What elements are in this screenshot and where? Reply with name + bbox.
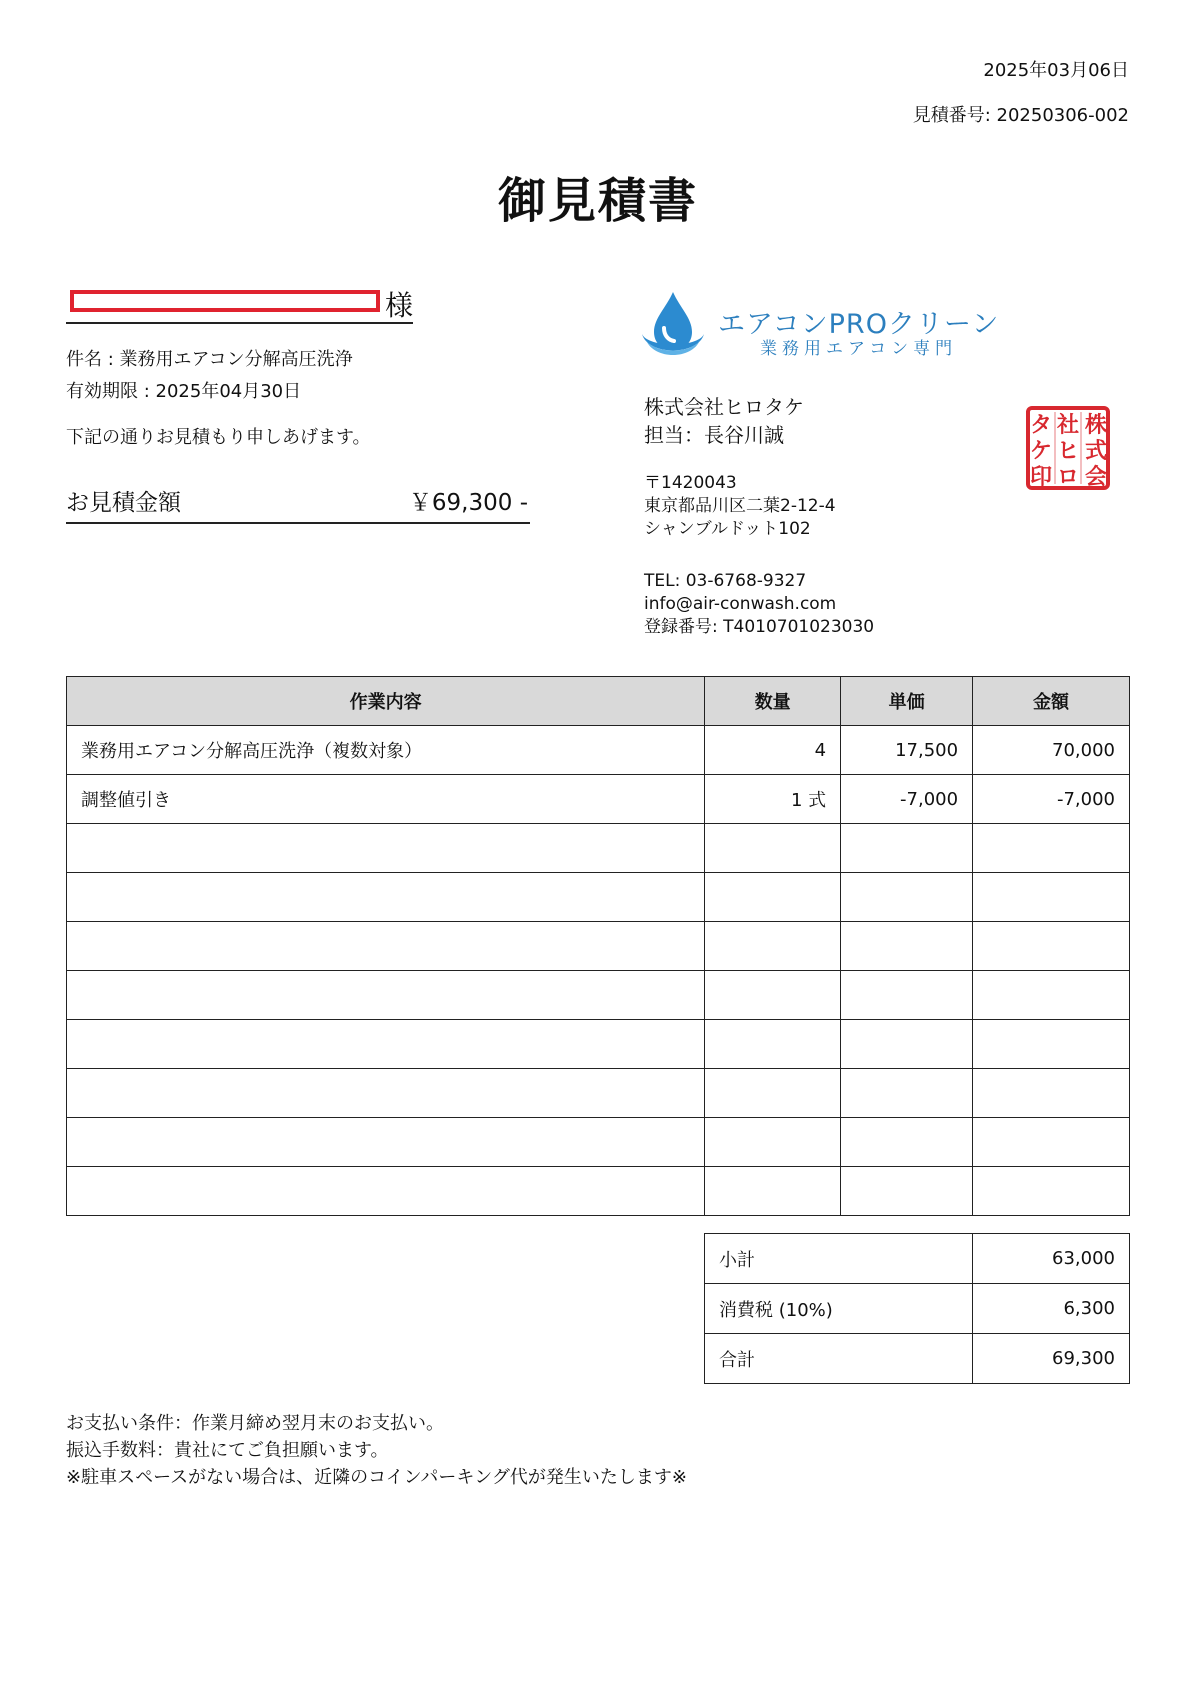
seal-character: 社 [1056,413,1080,438]
cell-quantity [705,971,841,1020]
cell-amount [973,1167,1130,1216]
cell-quantity: 1 式 [705,775,841,824]
cell-quantity [705,1167,841,1216]
cell-unit-price [841,1069,973,1118]
customer-name-line [66,286,413,324]
note-transfer-fee: 振込手数料：貴社にてご負担願います。 [66,1440,389,1461]
table-row [67,824,1130,873]
cell-unit-price [841,971,973,1020]
cell-amount [973,824,1130,873]
cell-description [67,922,705,971]
payment-notes [66,1410,687,1491]
table-row [67,1069,1130,1118]
cell-unit-price [841,1118,973,1167]
issuer-contact-block [644,570,874,639]
issue-date: 2025年03月06日 [983,60,1129,81]
redaction-box [70,290,380,312]
tax-label: 消費税 (10%) [705,1284,973,1334]
cell-amount [973,971,1130,1020]
cell-unit-price [841,1020,973,1069]
total-label: 合計 [705,1334,973,1384]
table-row [67,1118,1130,1167]
subtotal-value: 63,000 [973,1234,1130,1284]
col-header-quantity: 数量 [705,677,841,726]
cell-quantity [705,824,841,873]
estimate-amount [66,484,530,524]
water-drop-logo-icon [640,290,706,366]
greeting-text: 下記の通りお見積もり申しあげます。 [66,427,371,448]
company-logo [640,290,1000,370]
cell-unit-price [841,922,973,971]
cell-description [67,971,705,1020]
subtotal-row [705,1234,1130,1284]
page-title: 御見積書 [497,173,698,229]
issuer-person: 担当：長谷川誠 [644,423,784,447]
issuer-company-block [644,393,804,449]
table-row [67,873,1130,922]
cell-amount [973,1118,1130,1167]
tax-value: 6,300 [973,1284,1130,1334]
seal-character: ケ [1029,439,1053,464]
seal-character: ロ [1056,465,1080,490]
quote-number: 見積番号: 20250306-002 [912,105,1129,126]
seal-character: 株 [1084,413,1108,438]
issuer-email: info@air-conwash.com [644,594,837,614]
estimate-amount-value: ￥69,300 - [408,490,528,516]
seal-character: 式 [1084,439,1108,464]
table-row [67,726,1130,775]
items-header-row [67,677,1130,726]
table-row [67,775,1130,824]
cell-description: 業務用エアコン分解高圧洗浄（複数対象） [67,726,705,775]
cell-description [67,1020,705,1069]
issuer-address-line1: 東京都品川区二葉2-12-4 [644,496,836,516]
cell-unit-price [841,873,973,922]
company-seal-stamp [1026,406,1110,490]
logo-brand-text: エアコンPROクリーン [718,309,1000,340]
issuer-tel: TEL: 03-6768-9327 [644,571,807,591]
total-row [705,1334,1130,1384]
cell-description [67,1167,705,1216]
items-table [66,676,1130,1216]
table-row [67,1020,1130,1069]
table-row [67,922,1130,971]
cell-unit-price: 17,500 [841,726,973,775]
table-row [67,971,1130,1020]
cell-quantity [705,873,841,922]
cell-amount [973,873,1130,922]
note-parking: ※駐車スペースがない場合は、近隣のコインパーキング代が発生いたします※ [66,1467,687,1488]
total-value: 69,300 [973,1334,1130,1384]
seal-character: ヒ [1056,439,1080,464]
cell-description: 調整値引き [67,775,705,824]
cell-quantity [705,1069,841,1118]
cell-quantity: 4 [705,726,841,775]
cell-amount [973,1020,1130,1069]
subject: 件名 : 業務用エアコン分解高圧洗浄 [66,349,353,370]
cell-quantity [705,1118,841,1167]
cell-amount [973,922,1130,971]
cell-quantity [705,922,841,971]
issuer-address-block [644,472,836,541]
seal-character: 印 [1029,465,1053,490]
cell-unit-price: -7,000 [841,775,973,824]
cell-amount [973,1069,1130,1118]
issuer-address-line2: シャンブルドット102 [644,519,811,539]
customer-honorific: 様 [384,289,413,322]
note-payment-terms: お支払い条件：作業月締め翌月末のお支払い。 [66,1413,444,1434]
subtotal-label: 小計 [705,1234,973,1284]
col-header-amount: 金額 [973,677,1130,726]
totals-table [704,1233,1130,1384]
cell-unit-price [841,824,973,873]
issuer-postal: 〒1420043 [644,473,737,493]
issuer-registration: 登録番号: T4010701023030 [644,617,875,637]
cell-unit-price [841,1167,973,1216]
cell-quantity [705,1020,841,1069]
cell-description [67,1118,705,1167]
cell-description [67,1069,705,1118]
seal-character: タ [1029,413,1053,438]
cell-amount: -7,000 [973,775,1130,824]
cell-amount: 70,000 [973,726,1130,775]
col-header-unit-price: 単価 [841,677,973,726]
cell-description [67,873,705,922]
logo-tagline: 業務用エアコン専門 [760,339,958,359]
col-header-description: 作業内容 [67,677,705,726]
table-row [67,1167,1130,1216]
cell-description [67,824,705,873]
seal-character: 会 [1084,465,1108,490]
tax-row [705,1284,1130,1334]
issuer-company-name: 株式会社ヒロタケ [644,395,804,419]
estimate-amount-label: お見積金額 [66,490,181,516]
validity-period: 有効期限 : 2025年04月30日 [66,381,302,402]
